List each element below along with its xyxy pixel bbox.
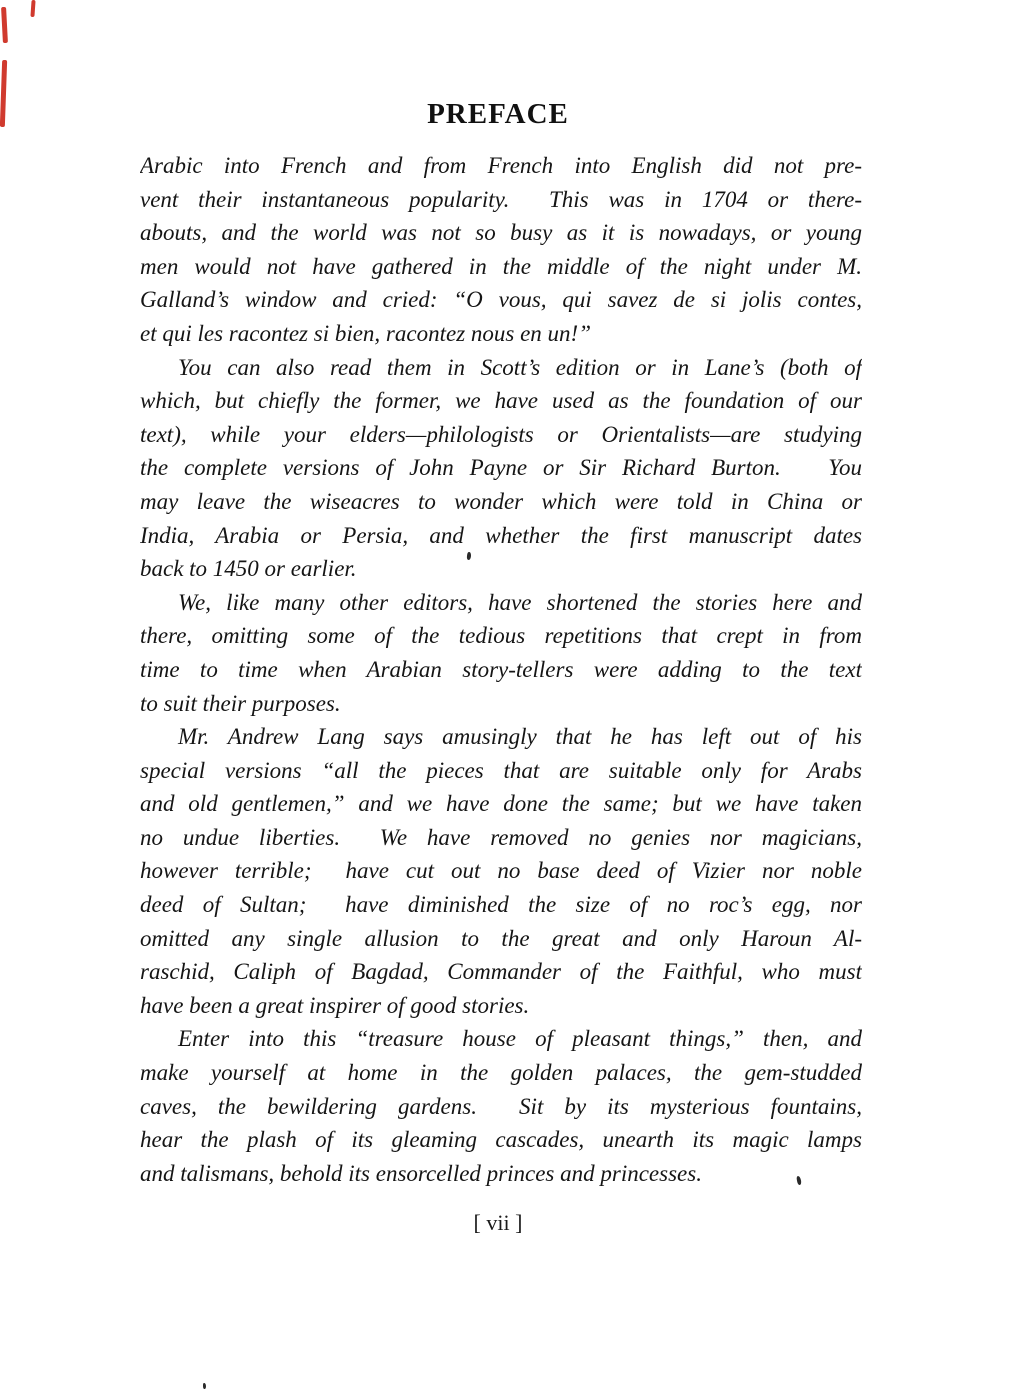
text-line: vent their instantaneous popularity. This was in 1704 or there-	[140, 186, 862, 212]
paragraph	[140, 351, 862, 586]
text-line: however terrible; have cut out no base deed of Vizier nor noble	[140, 858, 862, 884]
red-pen-mark-top	[30, 0, 35, 17]
text-line: to suit their purposes.	[140, 690, 341, 716]
text-line: caves, the bewildering gardens. Sit by its mysterious fountains,	[140, 1093, 862, 1119]
text-line: India, Arabia or Persia, and whether the first manuscript dates	[140, 522, 862, 548]
text-line: special versions “all the pieces that are suitable only for Arabs	[140, 757, 862, 783]
text-line: You can also read them in Scott’s edition or in Lane’s (both of	[178, 354, 862, 380]
ink-speck	[203, 1383, 206, 1389]
text-line: there, omitting some of the tedious repetitions that crept in from	[140, 623, 862, 649]
red-pen-mark-left-lower	[0, 60, 7, 127]
text-line: men would not have gathered in the middle of the night under M.	[140, 253, 862, 279]
text-line: which, but chiefly the former, we have used as the foundation of our	[140, 388, 862, 414]
text-line: omitted any single allusion to the great and only Haroun Al-	[140, 925, 862, 951]
text-line: back to 1450 or earlier.	[140, 556, 357, 582]
text-line: the complete versions of John Payne or Sir Richard Burton. You	[140, 455, 862, 481]
text-line: raschid, Caliph of Bagdad, Commander of the Faithful, who must	[140, 959, 862, 985]
text-line: make yourself at home in the golden palaces, the gem-studded	[140, 1060, 862, 1086]
text-line: no undue liberties. We have removed no genies nor magicians,	[140, 824, 862, 850]
text-line: text), while your elders—philologists or Orientalists—are studying	[140, 421, 862, 447]
paragraph	[140, 720, 862, 1022]
text-line: deed of Sultan; have diminished the size of no roc’s egg, nor	[140, 892, 862, 918]
body-text	[140, 149, 862, 1190]
text-line: and old gentlemen,” and we have done the same; but we have taken	[140, 791, 862, 817]
text-line: have been a great inspirer of good stories.	[140, 992, 530, 1018]
text-line: Mr. Andrew Lang says amusingly that he has left out of his	[178, 724, 862, 750]
text-line: hear the plash of its gleaming cascades, unearth its magic lamps	[140, 1127, 862, 1153]
page-title: PREFACE	[427, 98, 569, 130]
text-line: We, like many other editors, have shortened the stories here and	[178, 589, 862, 615]
text-line: Arabic into French and from French into English did not pre-	[140, 153, 862, 178]
text-line: time to time when Arabian story-tellers were adding to the text	[140, 656, 862, 682]
paragraph	[140, 149, 862, 351]
text-line: et qui les racontez si bien, racontez nous en un!”	[140, 320, 592, 346]
text-line: may leave the wiseacres to wonder which were told in China or	[140, 488, 862, 514]
text-line: Enter into this “treasure house of pleasant things,” then, and	[178, 1026, 862, 1052]
page-number: [ vii ]	[473, 1210, 523, 1235]
text-line: abouts, and the world was not so busy as it is nowadays, or young	[140, 220, 862, 246]
text-line: Galland’s window and cried: “O vous, qui savez de si jolis contes,	[140, 287, 862, 313]
paragraph	[140, 586, 862, 720]
paragraph	[140, 1022, 862, 1190]
text-line: and talismans, behold its ensorcelled princes and princesses.	[140, 1160, 702, 1186]
red-pen-mark-left-upper	[1, 7, 8, 43]
